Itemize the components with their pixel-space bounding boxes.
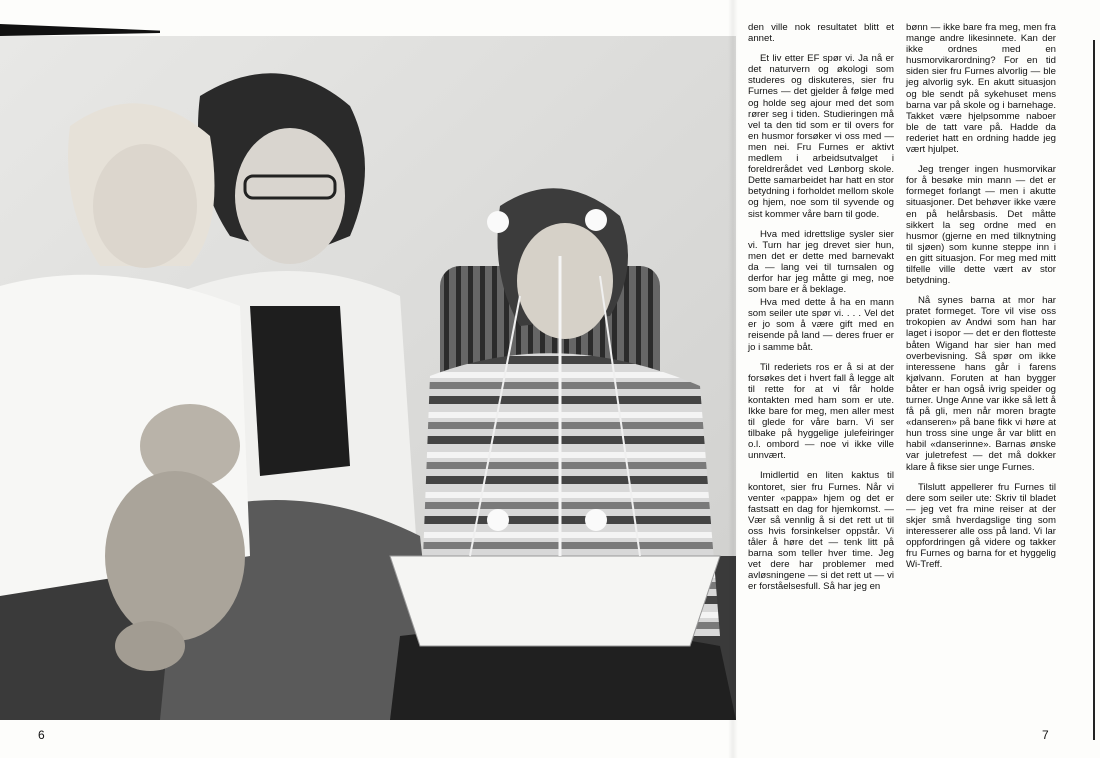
paragraph: Et liv etter EF spør vi. Ja nå er det naturvern og økologi som studeres og diskuteres, sier fru Furnes — det gjelder å følge med og holde seg ajour med det som rører seg i tiden. Studieringen må vel ta den tid som er til overs for en husmor forsøker vi oss med — men nei. Fru Furnes er aktivt medlem i arbeidsutvalget i foreldrerådet ved Lønborg skole. Dette samarbeidet har hatt en stor betydning i forholdet mellom skole og hjem, noe som til syvende og sist kommer våre barn til gode. bbox=[748, 53, 894, 220]
paragraph: Nå synes barna at mor har pratet formeget. Tore vil vise oss trokopien av Andwi som han har laget i isopor — det er den flotteste båten Wigand har sier han med overbevisning. Så spør om ikke interessene hans går i farens kjølvann. Foruten at han bygger båter er han også ivrig speider og turner. Unge Anne var ikke så lett å få på gli, men når moren bragte «danseren» på bane fikk vi høre at hun tross sine unge år var blitt en habil «danserinne». Barnas ønske var juletrefest — det må dokker klare å fikse sier unge Furnes. bbox=[906, 295, 1056, 473]
paragraph: Imidlertid en liten kaktus til kontoret, sier fru Furnes. Når vi venter «pappa» hjem og det er fastsatt en dag for hjemkomst. — Vær så vennlig å si det rett ut til oss hvis forsinkelser oppstår. Vi tåler å høre det — tenk litt på barna som teller hver time. Jeg vet dere har problemer med avløsningene — si det rett ut — vi er forståelsesfull. Så har jeg en bbox=[748, 470, 894, 593]
article-column-2 bbox=[906, 22, 1056, 579]
paragraph: Hva med idrettslige sysler sier vi. Turn har jeg drevet sier hun, men det er dette med barnevakt da — lang vei til turnsalen og derfor har jeg måtte gi meg, noe som bare er å beklage. bbox=[748, 228, 894, 296]
paragraph: bønn — ikke bare fra meg, men fra mange andre likesinnete. Kan der ikke ordnes med en husmorvikarordning? For en tid siden sier fru Furnes alvorlig — ble jeg alvorlig syk. En akutt situasjon og ble sendt på sykehuset mens barna var på skole og i barnehage. Takket være hjelpsomme naboer ble de tatt vare på. Hadde da rederiet hatt en ordning hadde jeg vært hjulpet. bbox=[906, 22, 1056, 156]
family-photo-icon bbox=[0, 36, 736, 720]
paragraph: Til rederiets ros er å si at der forsøkes det i hvert fall å legge alt til rette for at vi får holde kontakten med ham som er ute. Ikke bare for meg, men aller mest til glede for våre barn. Vi ser tilbake på hyggelige julefeiringer o.l. ombord — noe vi ikke ville unnvært. bbox=[748, 361, 894, 462]
family-photo bbox=[0, 36, 736, 720]
article-column-1 bbox=[748, 22, 894, 602]
page-number-right: 7 bbox=[1042, 728, 1049, 742]
paragraph: Hva med dette å ha en mann som seiler ute spør vi. . . . Vel det er jo som å være gift med en reisende på land — deres fruer er jo i samme båt. bbox=[748, 297, 894, 353]
page-number-left: 6 bbox=[38, 728, 45, 742]
paragraph: Tilslutt appellerer fru Furnes til dere som seiler ute: Skriv til bladet — jeg vet fra mine reiser at der skjer små hverdagslige ting som interesserer alle oss på land. Vi lar oppfordringen gå videre og takker fru Furnes og barna for et hyggelig Wi-Treff. bbox=[906, 481, 1056, 571]
top-rule bbox=[0, 24, 160, 36]
paragraph: den ville nok resultatet blitt et annet. bbox=[748, 22, 894, 45]
page-gutter bbox=[728, 0, 738, 758]
page-edge bbox=[1093, 40, 1095, 740]
paragraph: Jeg trenger ingen husmorvikar for å besøke min mann — det er formeget forlangt — men i akutte situasjoner. Det behøver ikke være en på helårsbasis. Det måtte sikkert la seg ordne med en husmor (gjerne en med tilknytning til sjøen) som kunne steppe inn i en gitt situasjon. For meg med mitt tilfelle ville dette vært av stor betydning. bbox=[906, 164, 1056, 287]
